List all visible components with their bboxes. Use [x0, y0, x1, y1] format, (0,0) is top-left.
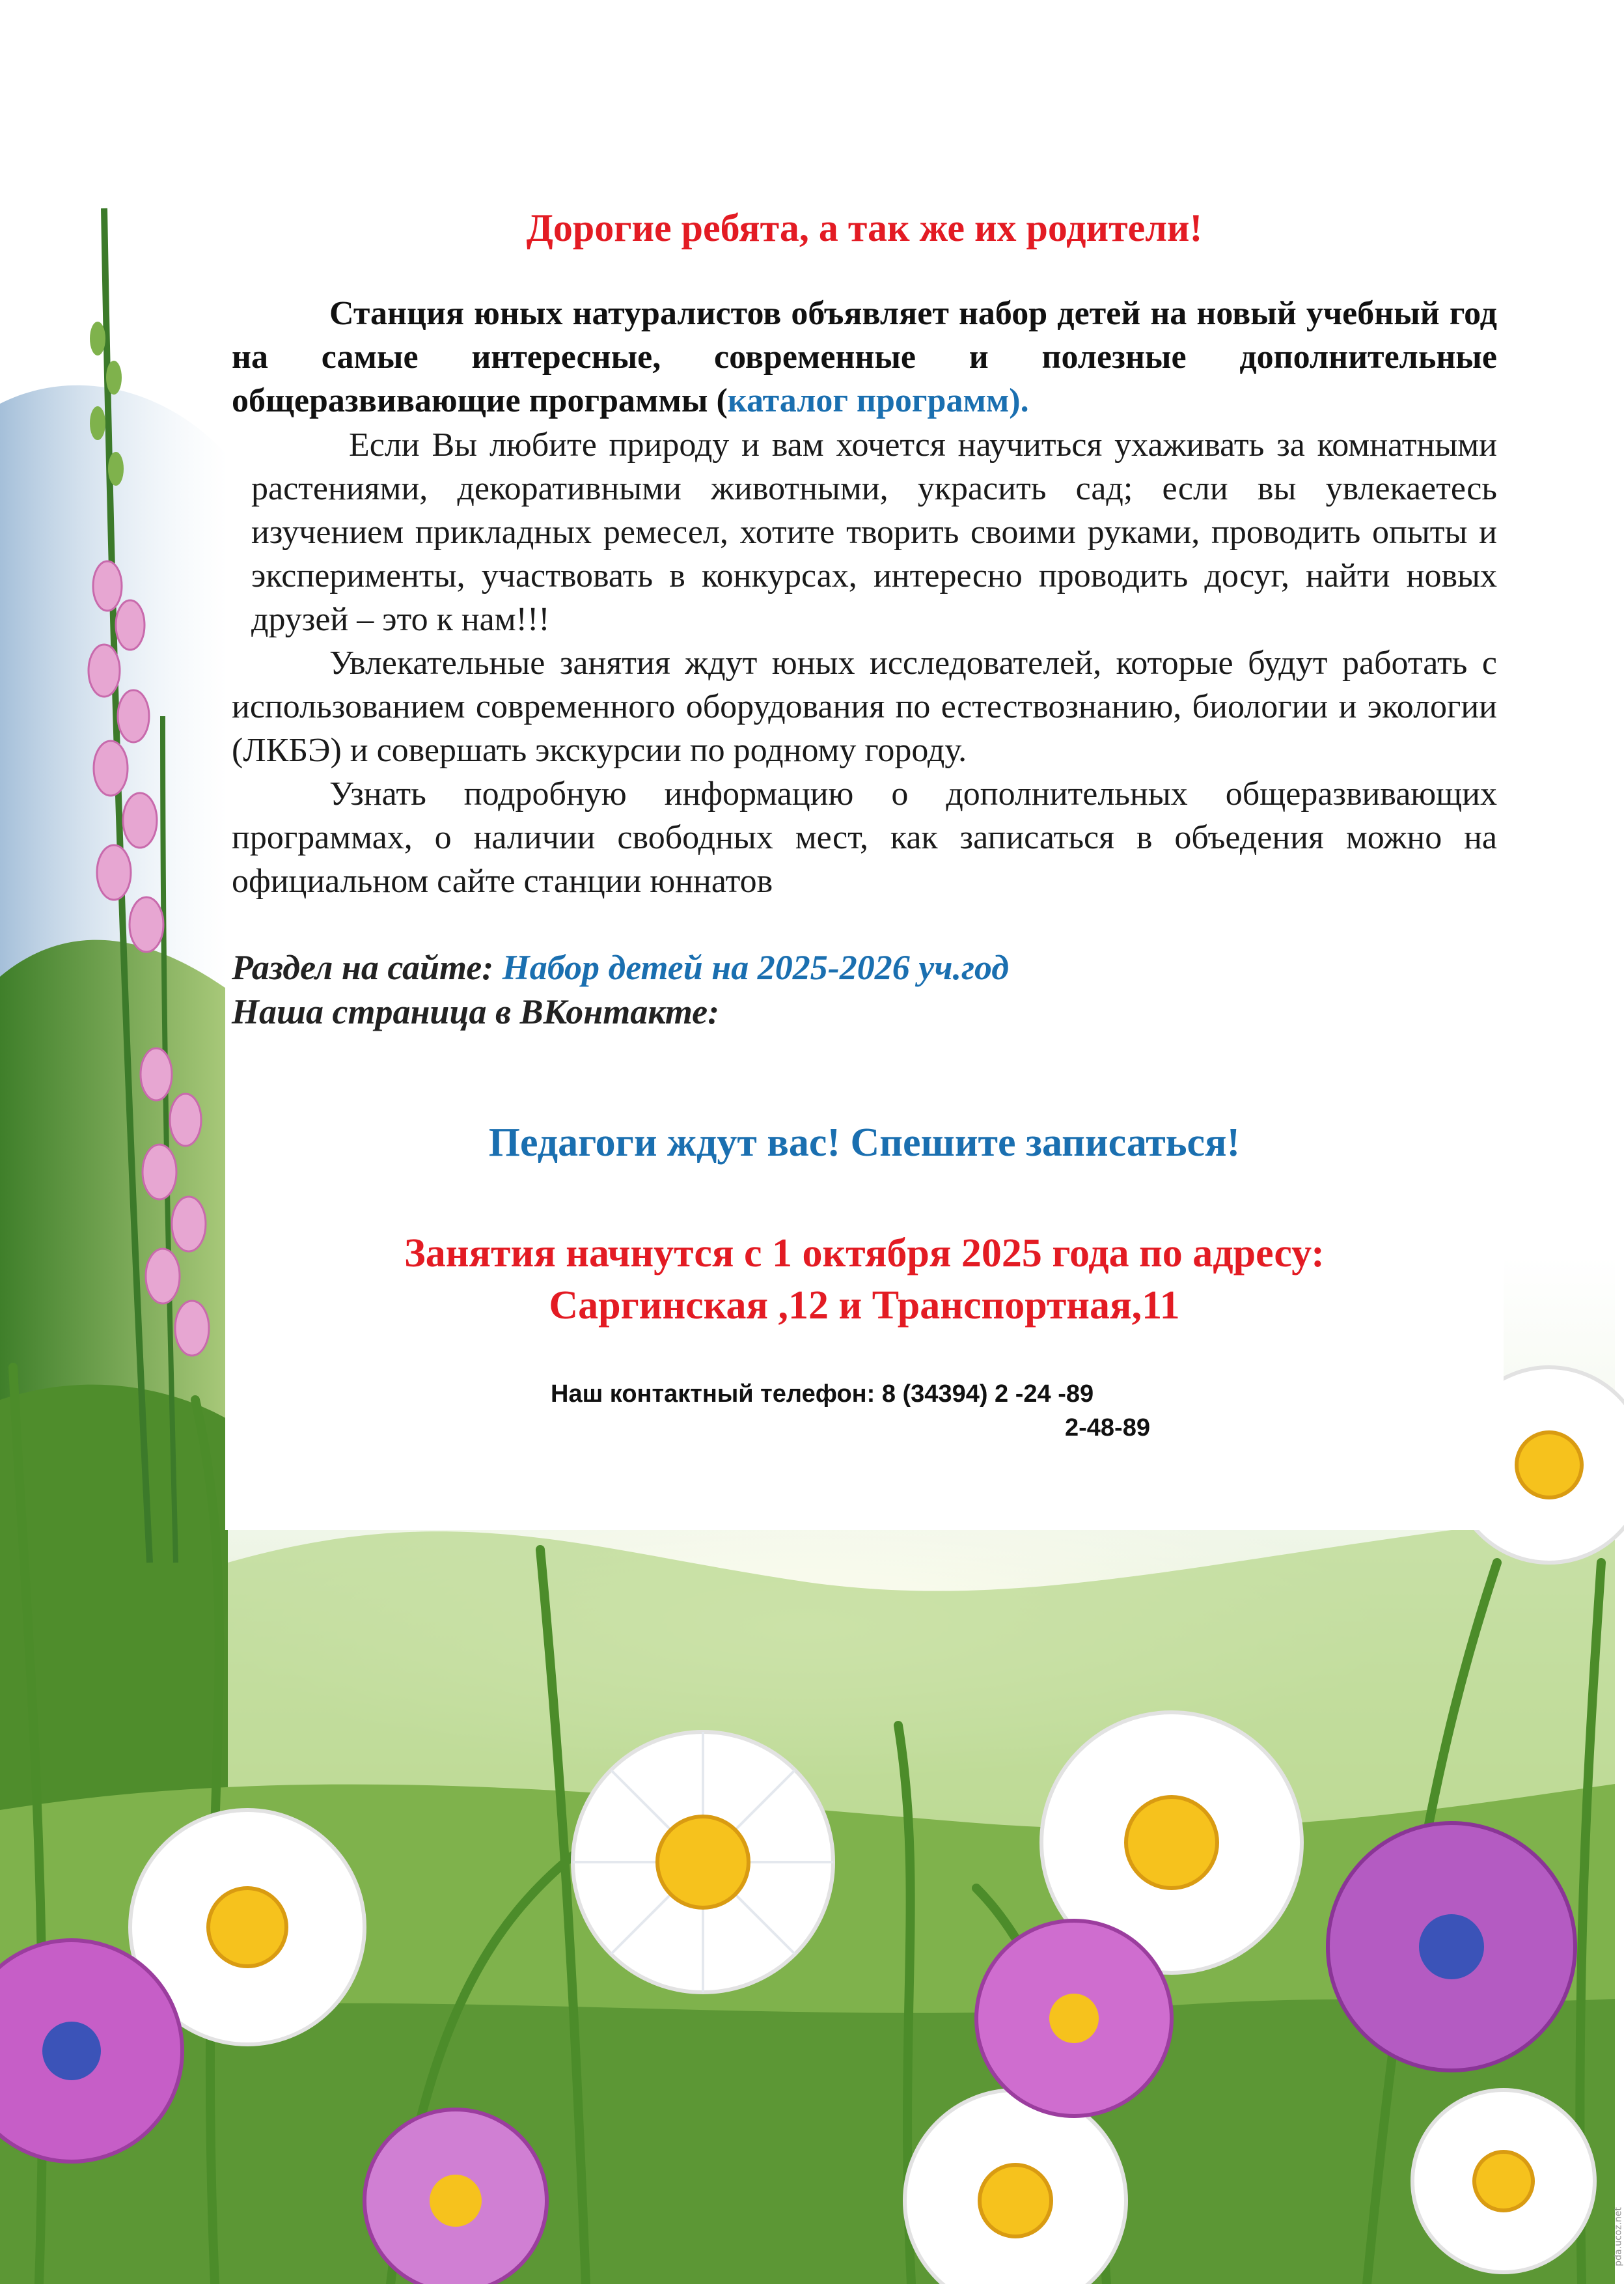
phone-secondary: 2-48-89	[1065, 1414, 1150, 1441]
enrollment-link[interactable]: Набор детей на 2025-2026 уч.год	[502, 948, 1010, 987]
site-section-line	[232, 945, 1009, 990]
page-title: Дорогие ребята, а так же их родители!	[526, 206, 1203, 249]
interests-paragraph: Если Вы любите природу и вам хочется научиться ухаживать за комнатными растениями, декоративными животными, украсить сад; если вы увлекаетесь изучением прикладных ремесел, хотите творить своими руками, проводить опыты и эксперименты, участвовать в конкурсах, интересно проводить досуг, найти новых друзей – это к нам!!!	[251, 426, 1497, 638]
start-info	[225, 1227, 1504, 1331]
info-paragraph: Узнать подробную информацию о дополнительных общеразвивающих программах, о наличии свободных мест, как записаться в объедения можно на официальном сайте станции юннатов	[232, 775, 1497, 900]
start-date-line: Занятия начнутся с 1 октября 2025 года по адресу:	[404, 1231, 1325, 1275]
address-line: Саргинская ,12 и Транспортная,11	[549, 1283, 1180, 1328]
links-block	[232, 945, 1009, 1034]
activities-paragraph: Увлекательные занятия ждут юных исследователей, которые будут работать с использованием современного оборудования по естествознанию, биологии и экологии (ЛКБЭ) и совершать экскурсии по родному городу.	[232, 645, 1497, 769]
intro-paragraph	[232, 292, 1497, 423]
watermark: pda.ucoz.net	[1614, 2207, 1624, 2266]
program-catalog-link[interactable]: каталог программ).	[727, 382, 1029, 419]
announcement-panel	[225, 195, 1504, 1530]
phone-primary: Наш контактный телефон: 8 (34394) 2 -24 -89	[551, 1380, 1094, 1408]
intro-text: Станция юных натуралистов объявляет набор детей на новый учебный год на самые интересные, современные и полезные дополнительные общеразвивающие программы (	[232, 295, 1497, 419]
call-to-action: Педагоги ждут вас! Спешите записаться!	[488, 1121, 1241, 1165]
site-section-label: Раздел на сайте:	[232, 948, 494, 987]
vk-page-line: Наша страница в ВКонтакте:	[232, 992, 720, 1031]
contact-phone	[551, 1377, 1150, 1445]
